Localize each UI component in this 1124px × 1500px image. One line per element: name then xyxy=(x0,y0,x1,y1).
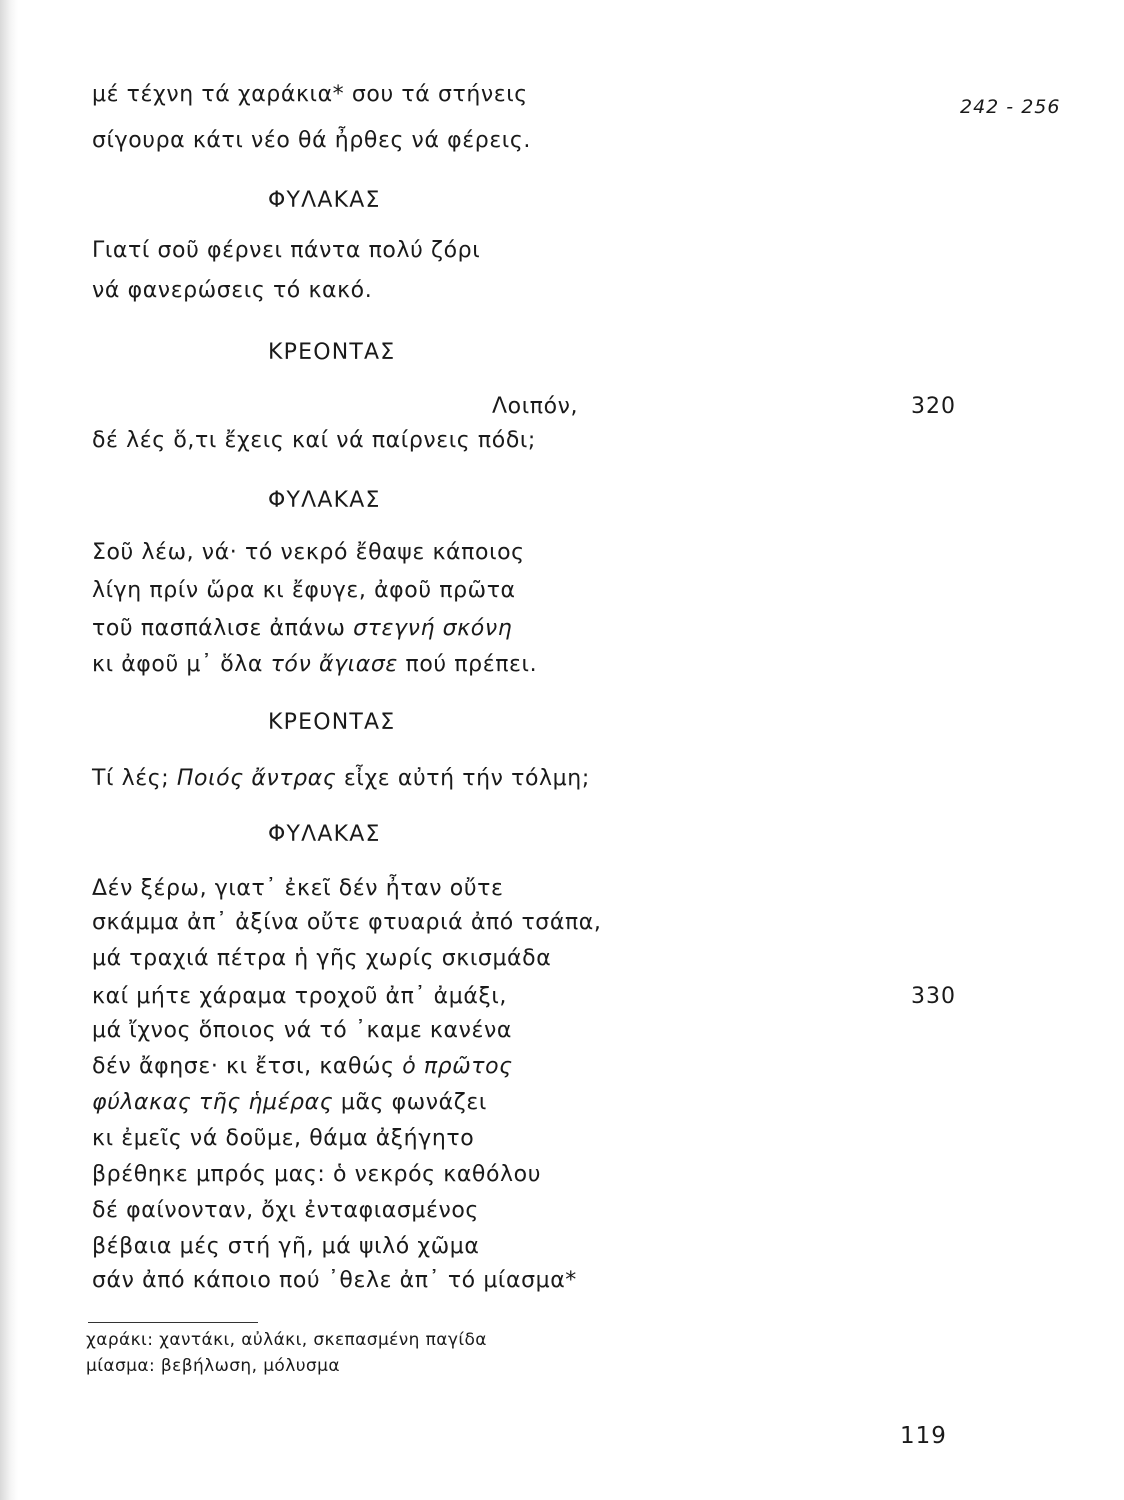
verse-line: Λοιπόν, xyxy=(492,394,579,419)
line-number: 330 xyxy=(911,984,956,1009)
verse-line-italic: ὁ πρῶτος xyxy=(402,1054,513,1079)
verse-line: καί μήτε χάραμα τροχοῦ ἀπ᾿ ἀμάξι, xyxy=(92,984,507,1009)
verse-line: βέβαια μές στή γῆ, μά ψιλό χῶμα xyxy=(92,1234,480,1259)
verse-line xyxy=(92,1054,513,1079)
verse-line-italic: στεγνή σκόνη xyxy=(353,616,513,641)
verse-line-italic: φύλακας τῆς ἡμέρας xyxy=(92,1090,334,1115)
verse-line: σκάμμα ἀπ᾿ ἀξίνα οὔτε φτυαριά ἀπό τσάπα, xyxy=(92,910,602,935)
verse-line-text: τοῦ πασπάλισε ἀπάνω xyxy=(92,616,354,641)
verse-line: λίγη πρίν ὥρα κι ἔφυγε, ἀφοῦ πρῶτα xyxy=(92,578,516,603)
footnote: χαράκι: χαντάκι, αὐλάκι, σκεπασμένη παγίδα xyxy=(86,1330,487,1350)
verse-line-range: 242 - 256 xyxy=(960,96,1061,118)
verse-line: νά φανερώσεις τό κακό. xyxy=(92,278,373,303)
speaker-heading: ΚΡΕΟΝΤΑΣ xyxy=(268,340,396,365)
verse-line: κι ἐμεῖς νά δοῦμε, θάμα ἀξήγητο xyxy=(92,1126,475,1151)
verse-line: Σοῦ λέω, νά· τό νεκρό ἔθαψε κάποιος xyxy=(92,540,525,565)
verse-line-text: εἶχε αὐτή τήν τόλμη; xyxy=(336,766,590,791)
speaker-heading: ΦΥΛΑΚΑΣ xyxy=(268,822,381,847)
verse-line: μά τραχιά πέτρα ἡ γῆς χωρίς σκισμάδα xyxy=(92,946,552,971)
verse-line-text: Τί λές; xyxy=(92,766,177,791)
verse-line: σίγουρα κάτι νέο θά ἦρθες νά φέρεις. xyxy=(92,128,531,153)
verse-line: μέ τέχνη τά χαράκια* σου τά στήνεις xyxy=(92,82,528,107)
verse-line xyxy=(92,616,512,641)
page-binding-edge xyxy=(0,0,18,1500)
footnote-separator xyxy=(88,1322,258,1323)
footnote: μίασμα: βεβήλωση, μόλυσμα xyxy=(86,1356,340,1376)
verse-line: Δέν ξέρω, γιατ᾿ ἐκεῖ δέν ἦταν οὔτε xyxy=(92,876,504,901)
verse-line: Γιατί σοῦ φέρνει πάντα πολύ ζόρι xyxy=(92,238,481,263)
verse-line: σάν ἀπό κάποιο πού ᾽θελε ἀπ᾿ τό μίασμα* xyxy=(92,1268,577,1293)
verse-line: μά ἴχνος ὅποιος νά τό ᾽καμε κανένα xyxy=(92,1018,512,1043)
verse-line: δέ φαίνονταν, ὄχι ἐνταφιασμένος xyxy=(92,1198,479,1223)
verse-line-italic: τόν ἄγιασε xyxy=(270,652,398,677)
verse-line-italic: Ποιός ἄντρας xyxy=(176,766,337,791)
verse-line-text: δέν ἄφησε· κι ἔτσι, καθώς xyxy=(92,1054,403,1079)
verse-line xyxy=(92,1090,487,1115)
page-number: 119 xyxy=(900,1423,947,1449)
verse-line-text: κι ἀφοῦ μ᾿ ὅλα xyxy=(92,652,271,677)
verse-line xyxy=(92,652,537,677)
verse-line xyxy=(92,766,590,791)
verse-line: βρέθηκε μπρός μας: ὁ νεκρός καθόλου xyxy=(92,1162,542,1187)
verse-line-text: πού πρέπει. xyxy=(397,652,538,677)
speaker-heading: ΚΡΕΟΝΤΑΣ xyxy=(268,710,396,735)
verse-line-text: μᾶς φωνάζει xyxy=(333,1090,487,1115)
line-number: 320 xyxy=(911,394,956,419)
verse-line: δέ λές ὅ,τι ἔχεις καί νά παίρνεις πόδι; xyxy=(92,428,536,453)
speaker-heading: ΦΥΛΑΚΑΣ xyxy=(268,188,381,213)
speaker-heading: ΦΥΛΑΚΑΣ xyxy=(268,488,381,513)
